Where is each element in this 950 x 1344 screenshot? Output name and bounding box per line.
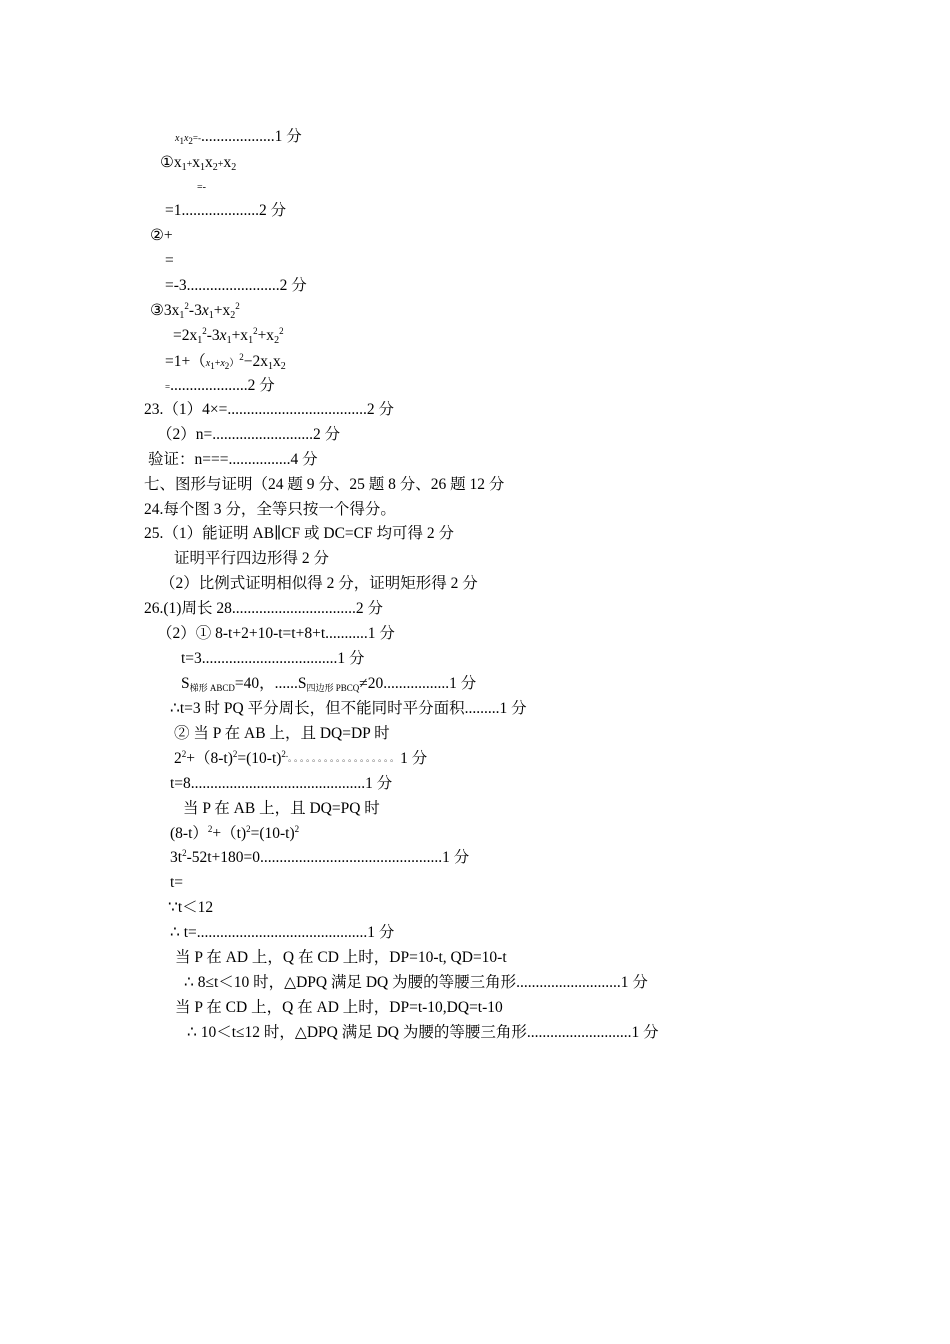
line-q26-area: $S_{梯形 ABCD}=40$，$......S_{四边形 PBCQ}\ne 20.................1$ 分 [181, 675, 477, 693]
line-q26-t8: t=8.............................................1 分 [170, 775, 393, 792]
line-q24: 24.每个图 3 分，全等只按一个得分。 [144, 501, 396, 518]
line-eq-result: =....................2 分 [165, 377, 275, 394]
line-q26-because: ∵t＜12 [168, 899, 214, 916]
line-q26-case-dq-dp: ② 当 P 在 AB 上，且 DQ=DP 时 [174, 725, 390, 742]
line-eq: = [165, 252, 174, 269]
line-x1x2: $x_1x_2=-...................1$ 分 [175, 128, 302, 146]
line-eq-neg: =- [197, 182, 206, 193]
line-q25-1: 25.（1）能证明 AB∥CF 或 DC=CF 均可得 2 分 [144, 525, 455, 542]
line-q26-eq2: $(8-t)^2+(t)^2=(10-t)^2$ [170, 824, 300, 842]
line-q26-case-ad-cd: 当 P 在 AD 上，Q 在 CD 上时，DP=10-t, QD=10-t [175, 949, 507, 966]
line-q26-quadratic: $3t^2-52t+180=0...............................................1$ 分 [170, 848, 470, 866]
line-q26-1: 26.(1)周长 28................................2 分 [144, 600, 383, 617]
line-q25-2: （2）比例式证明相似得 2 分，证明矩形得 2 分 [160, 575, 478, 592]
line-q26-case-cd-ad: 当 P 在 CD 上，Q 在 AD 上时，DP=t-10,DQ=t-10 [175, 999, 503, 1016]
line-q26-t3: t=3...................................1 分 [181, 650, 365, 667]
line-eq-2x: $=2x_1^2-3x_1+x_1^2+x_2^2$ [173, 326, 284, 346]
line-q26-case-dq-pq: 当 P 在 AB 上，且 DQ=PQ 时 [183, 800, 380, 817]
line-eq-neg3: =-3........................2 分 [165, 277, 307, 294]
line-eq-1: =1....................2 分 [165, 202, 287, 219]
line-q26-therefore-t: ∴ t=............................................1 分 [170, 924, 395, 941]
line-q26-eq1: $2^2+(8-t)^2=(10-t)^{2.}$。。。。。。。。。。。。。。。。。。1 分 [174, 749, 428, 767]
line-q23-verify: 验证：n===................4 分 [148, 451, 318, 468]
line-q23-1: 23.（1）4×=....................................2 分 [144, 401, 394, 418]
line-item-3: $③3x_1^2-3x_1+x_2^2$ [150, 301, 240, 321]
line-q23-2: （2）n=..........................2 分 [157, 426, 341, 443]
line-q26-range-2: ∴ 10＜t≤12 时，△DPQ 满足 DQ 为腰的等腰三角形...........................1 分 [187, 1024, 659, 1041]
line-eq-square: $=1+(x_1+x_2)^2-2x_1x_2$ [165, 352, 286, 372]
line-item-2: ②+ [150, 227, 173, 244]
line-q26-2: （2）① 8-t+2+10-t=t+8+t...........1 分 [157, 625, 395, 642]
line-q26-t-eq: t= [170, 874, 184, 891]
line-q25-parallelogram: 证明平行四边形得 2 分 [174, 550, 330, 567]
line-item-1: $①x_1+x_1x_2+x_2$ [160, 154, 237, 173]
line-q26-conclusion: ∴t=3 时 PQ 平分周长，但不能同时平分面积.........1 分 [170, 700, 527, 717]
section-heading-geometry: 七、图形与证明（24 题 9 分、25 题 8 分、26 题 12 分 [144, 476, 505, 493]
line-q26-range-1: ∴ 8≤t＜10 时，△DPQ 满足 DQ 为腰的等腰三角形...........................1 分 [184, 974, 648, 991]
